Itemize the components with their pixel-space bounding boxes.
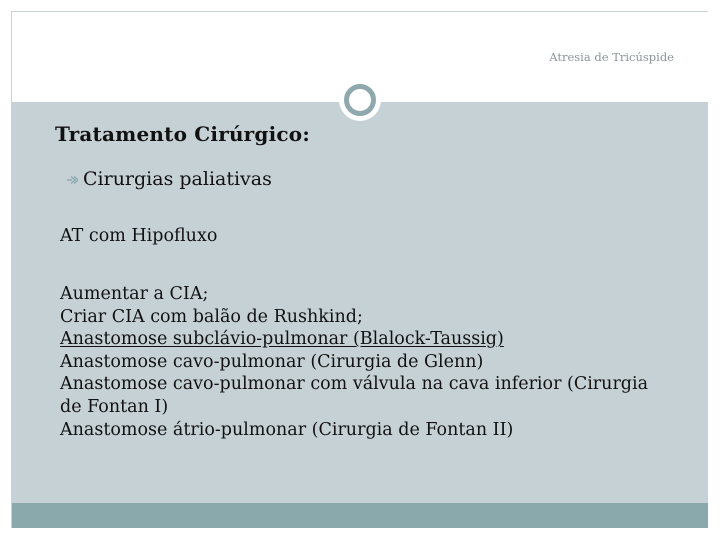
header-title: Atresia de Tricúspide bbox=[549, 50, 674, 64]
bullet-item bbox=[66, 166, 272, 192]
list-item: Anastomose átrio-pulmonar (Cirurgia de Fontan II) bbox=[60, 419, 514, 440]
slide-heading: Tratamento Cirúrgico: bbox=[55, 122, 310, 146]
bullet-text: Cirurgias paliativas bbox=[83, 168, 272, 190]
section-subheading: AT com Hipofluxo bbox=[60, 226, 218, 246]
list-item: Aumentar a CIA; bbox=[60, 284, 209, 304]
list-item: Anastomose cavo-pulmonar (Cirurgia de Glenn) bbox=[60, 351, 484, 372]
list-item: Criar CIA com balão de Rushkind; bbox=[60, 306, 363, 327]
footer-bar bbox=[12, 503, 708, 528]
list-item: Anastomose cavo-pulmonar com válvula na cava inferior (Cirurgia de Fontan I) bbox=[60, 374, 649, 417]
circle-ornament-icon bbox=[339, 79, 381, 121]
bullet-arrow-icon bbox=[66, 174, 78, 186]
list-item-link[interactable]: Anastomose subclávio-pulmonar (Blalock-Taussig) bbox=[60, 329, 504, 350]
procedure-list bbox=[60, 283, 660, 441]
